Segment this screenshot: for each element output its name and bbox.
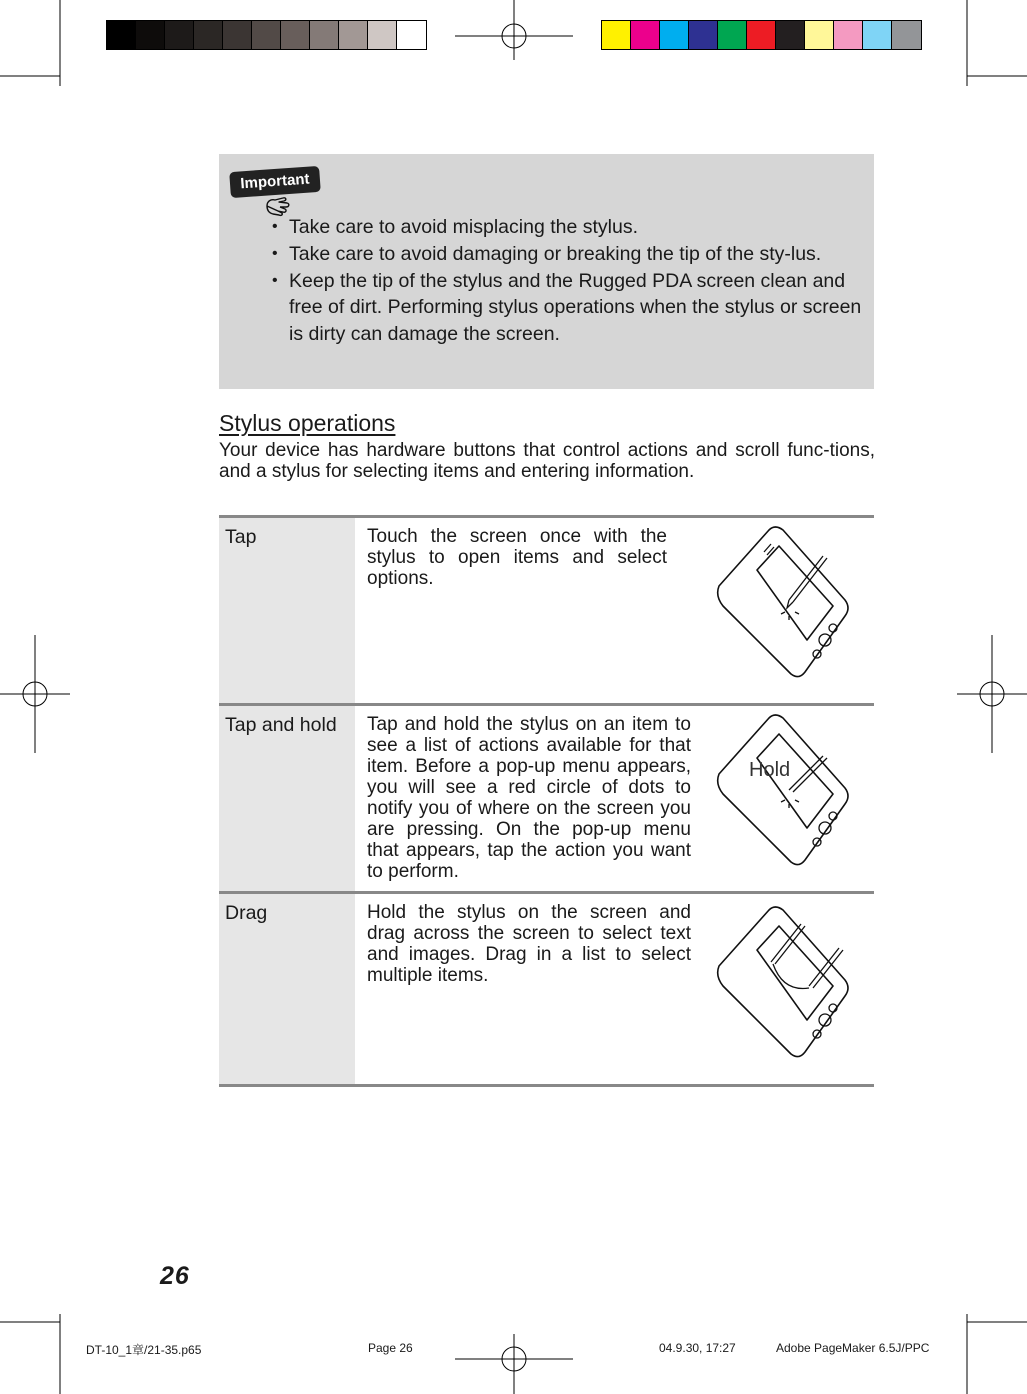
color-swatch [863, 21, 892, 49]
operation-row-drag [219, 891, 874, 1087]
operation-name: Drag [225, 902, 268, 924]
operation-name-cell [219, 894, 355, 1084]
important-badge-text: Important [239, 170, 311, 193]
important-bullet: • Take care to avoid damaging or breaking the tip of the sty-lus. [272, 241, 862, 268]
gray-color-bar [106, 20, 427, 50]
operation-description: Tap and hold the stylus on an item to see a list of actions available for that item. Before a pop-up menu appears, you will see a red circle of dots to notify you of where on the screen you are pressing. On the pop-up menu that appears, tap the action you want to perform. [367, 714, 691, 882]
process-color-bar [601, 20, 922, 50]
color-swatch [252, 21, 281, 49]
operation-name-cell [219, 706, 355, 891]
color-swatch [892, 21, 921, 49]
color-swatch [194, 21, 223, 49]
footer-datetime: 04.9.30, 17:27 [659, 1341, 736, 1355]
color-swatch [223, 21, 252, 49]
pda-tap-and-hold-illustration [709, 710, 859, 880]
color-swatch [310, 21, 339, 49]
color-swatch [368, 21, 397, 49]
operation-row-tap [219, 515, 874, 703]
color-swatch [339, 21, 368, 49]
footer-page: Page 26 [368, 1341, 413, 1355]
page-number: 26 [160, 1262, 190, 1290]
color-swatch [834, 21, 863, 49]
color-swatch [631, 21, 660, 49]
color-swatch [660, 21, 689, 49]
important-bullet-list [272, 214, 862, 348]
hold-label: Hold [749, 759, 791, 781]
operation-name-cell [219, 518, 355, 703]
pda-drag-illustration [709, 902, 859, 1072]
operation-description: Touch the screen once with the stylus to open items and select options. [367, 526, 667, 589]
operation-row-tap-and-hold [219, 703, 874, 891]
footer-application: Adobe PageMaker 6.5J/PPC [776, 1341, 930, 1355]
important-bullet: • Keep the tip of the stylus and the Rugged PDA screen clean and free of dirt. Performing stylus operations when the stylus or screen is dirty can damage the screen. [272, 268, 862, 348]
color-swatch [281, 21, 310, 49]
color-swatch [776, 21, 805, 49]
color-swatch [136, 21, 165, 49]
section-title: Stylus operations [219, 410, 396, 436]
pda-tap-illustration [709, 522, 859, 692]
operation-description: Hold the stylus on the screen and drag across the screen to select text and images. Drag in a list to select multiple items. [367, 902, 691, 986]
color-swatch [689, 21, 718, 49]
color-swatch [747, 21, 776, 49]
color-swatch [107, 21, 136, 49]
section-intro: Your device has hardware buttons that control actions and scroll func-tions, and a stylus for selecting items and entering information. [219, 440, 875, 482]
stylus-operations-table [219, 515, 874, 1087]
footer-file-name: DT-10_1章/21-35.p65 [86, 1343, 202, 1357]
important-bullet: • Take care to avoid misplacing the stylus. [272, 214, 862, 241]
color-swatch [805, 21, 834, 49]
color-swatch [165, 21, 194, 49]
operation-name: Tap [225, 526, 257, 548]
color-swatch [718, 21, 747, 49]
color-swatch [397, 21, 426, 49]
operation-name: Tap and hold [225, 714, 337, 736]
color-swatch [602, 21, 631, 49]
